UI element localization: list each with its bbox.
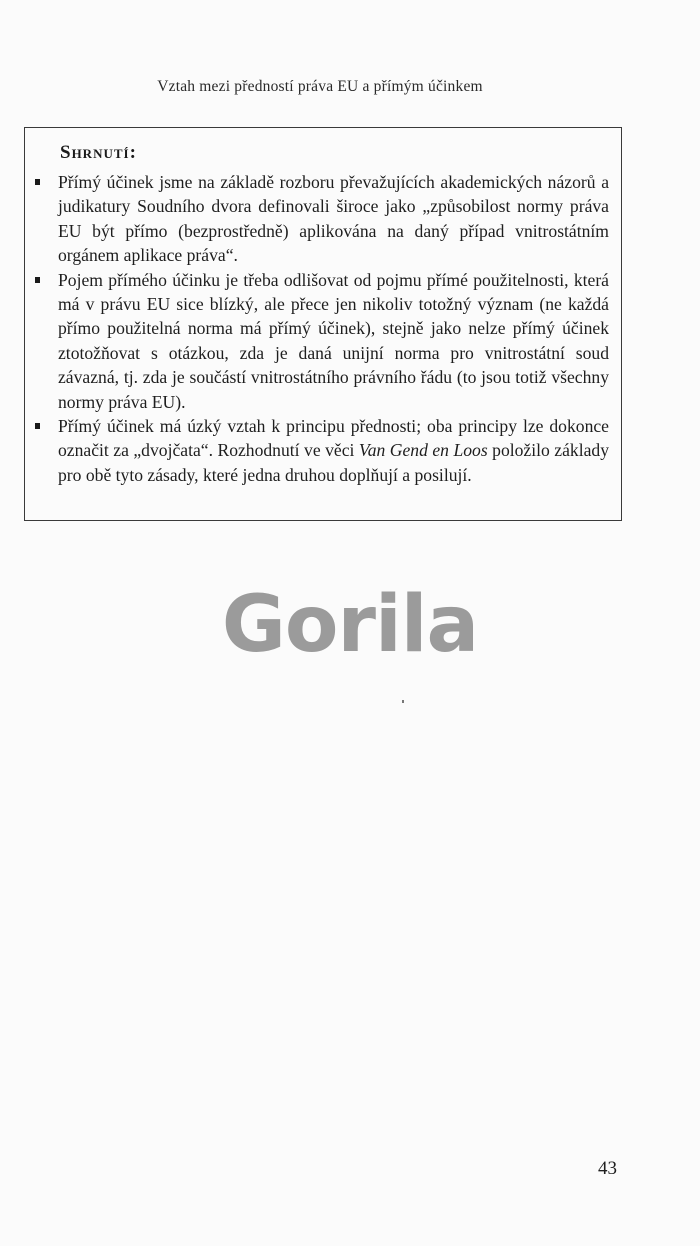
bullet-icon <box>35 277 40 283</box>
summary-item-text: položilo základy pro obě tyto zásady, které jedna druhou doplňují a posilují. <box>58 440 609 485</box>
bullet-icon <box>35 179 40 185</box>
page-number: 43 <box>598 1158 617 1179</box>
summary-item <box>25 170 621 268</box>
summary-item <box>25 268 621 414</box>
summary-box <box>24 127 622 521</box>
case-name: Van Gend en Loos <box>358 440 488 461</box>
summary-item-text: Přímý účinek jsme na základě rozboru převažujících akademických názorů a judikatury Soudního dvora definovali široce jako „způsobilost normy práva EU být přímo (bezprostředně) aplikována na daný případ vnitrostátním orgánem aplikace práva“. <box>58 172 609 266</box>
summary-list <box>25 170 621 487</box>
running-header: Vztah mezi předností práva EU a přímým účinkem <box>157 78 483 95</box>
summary-item-text: Pojem přímého účinku je třeba odlišovat od pojmu přímé použitelnosti, která má v právu EU sice blízký, ale přece jen nikoliv totožný význam (ne každá přímo použitelná norma má přímý účinek), stejně jako nelze přímý účinek ztotožňovat s otázkou, zda je daná unijní norma pro vnitrostátní soud závazná, tj. zda je součástí vnitrostátního právního řádu (to jsou totiž všechny normy práva EU). <box>58 269 609 412</box>
print-speck <box>402 700 404 703</box>
bullet-icon <box>35 423 40 429</box>
watermark-logo: Gorila <box>221 580 479 670</box>
summary-item <box>25 414 621 487</box>
summary-item-text: Přímý účinek má úzký vztah k principu přednosti; oba principy lze dokonce označit za „dvojčata“. Rozhodnutí ve věci <box>58 416 609 461</box>
summary-title: Shrnutí: <box>60 142 137 163</box>
